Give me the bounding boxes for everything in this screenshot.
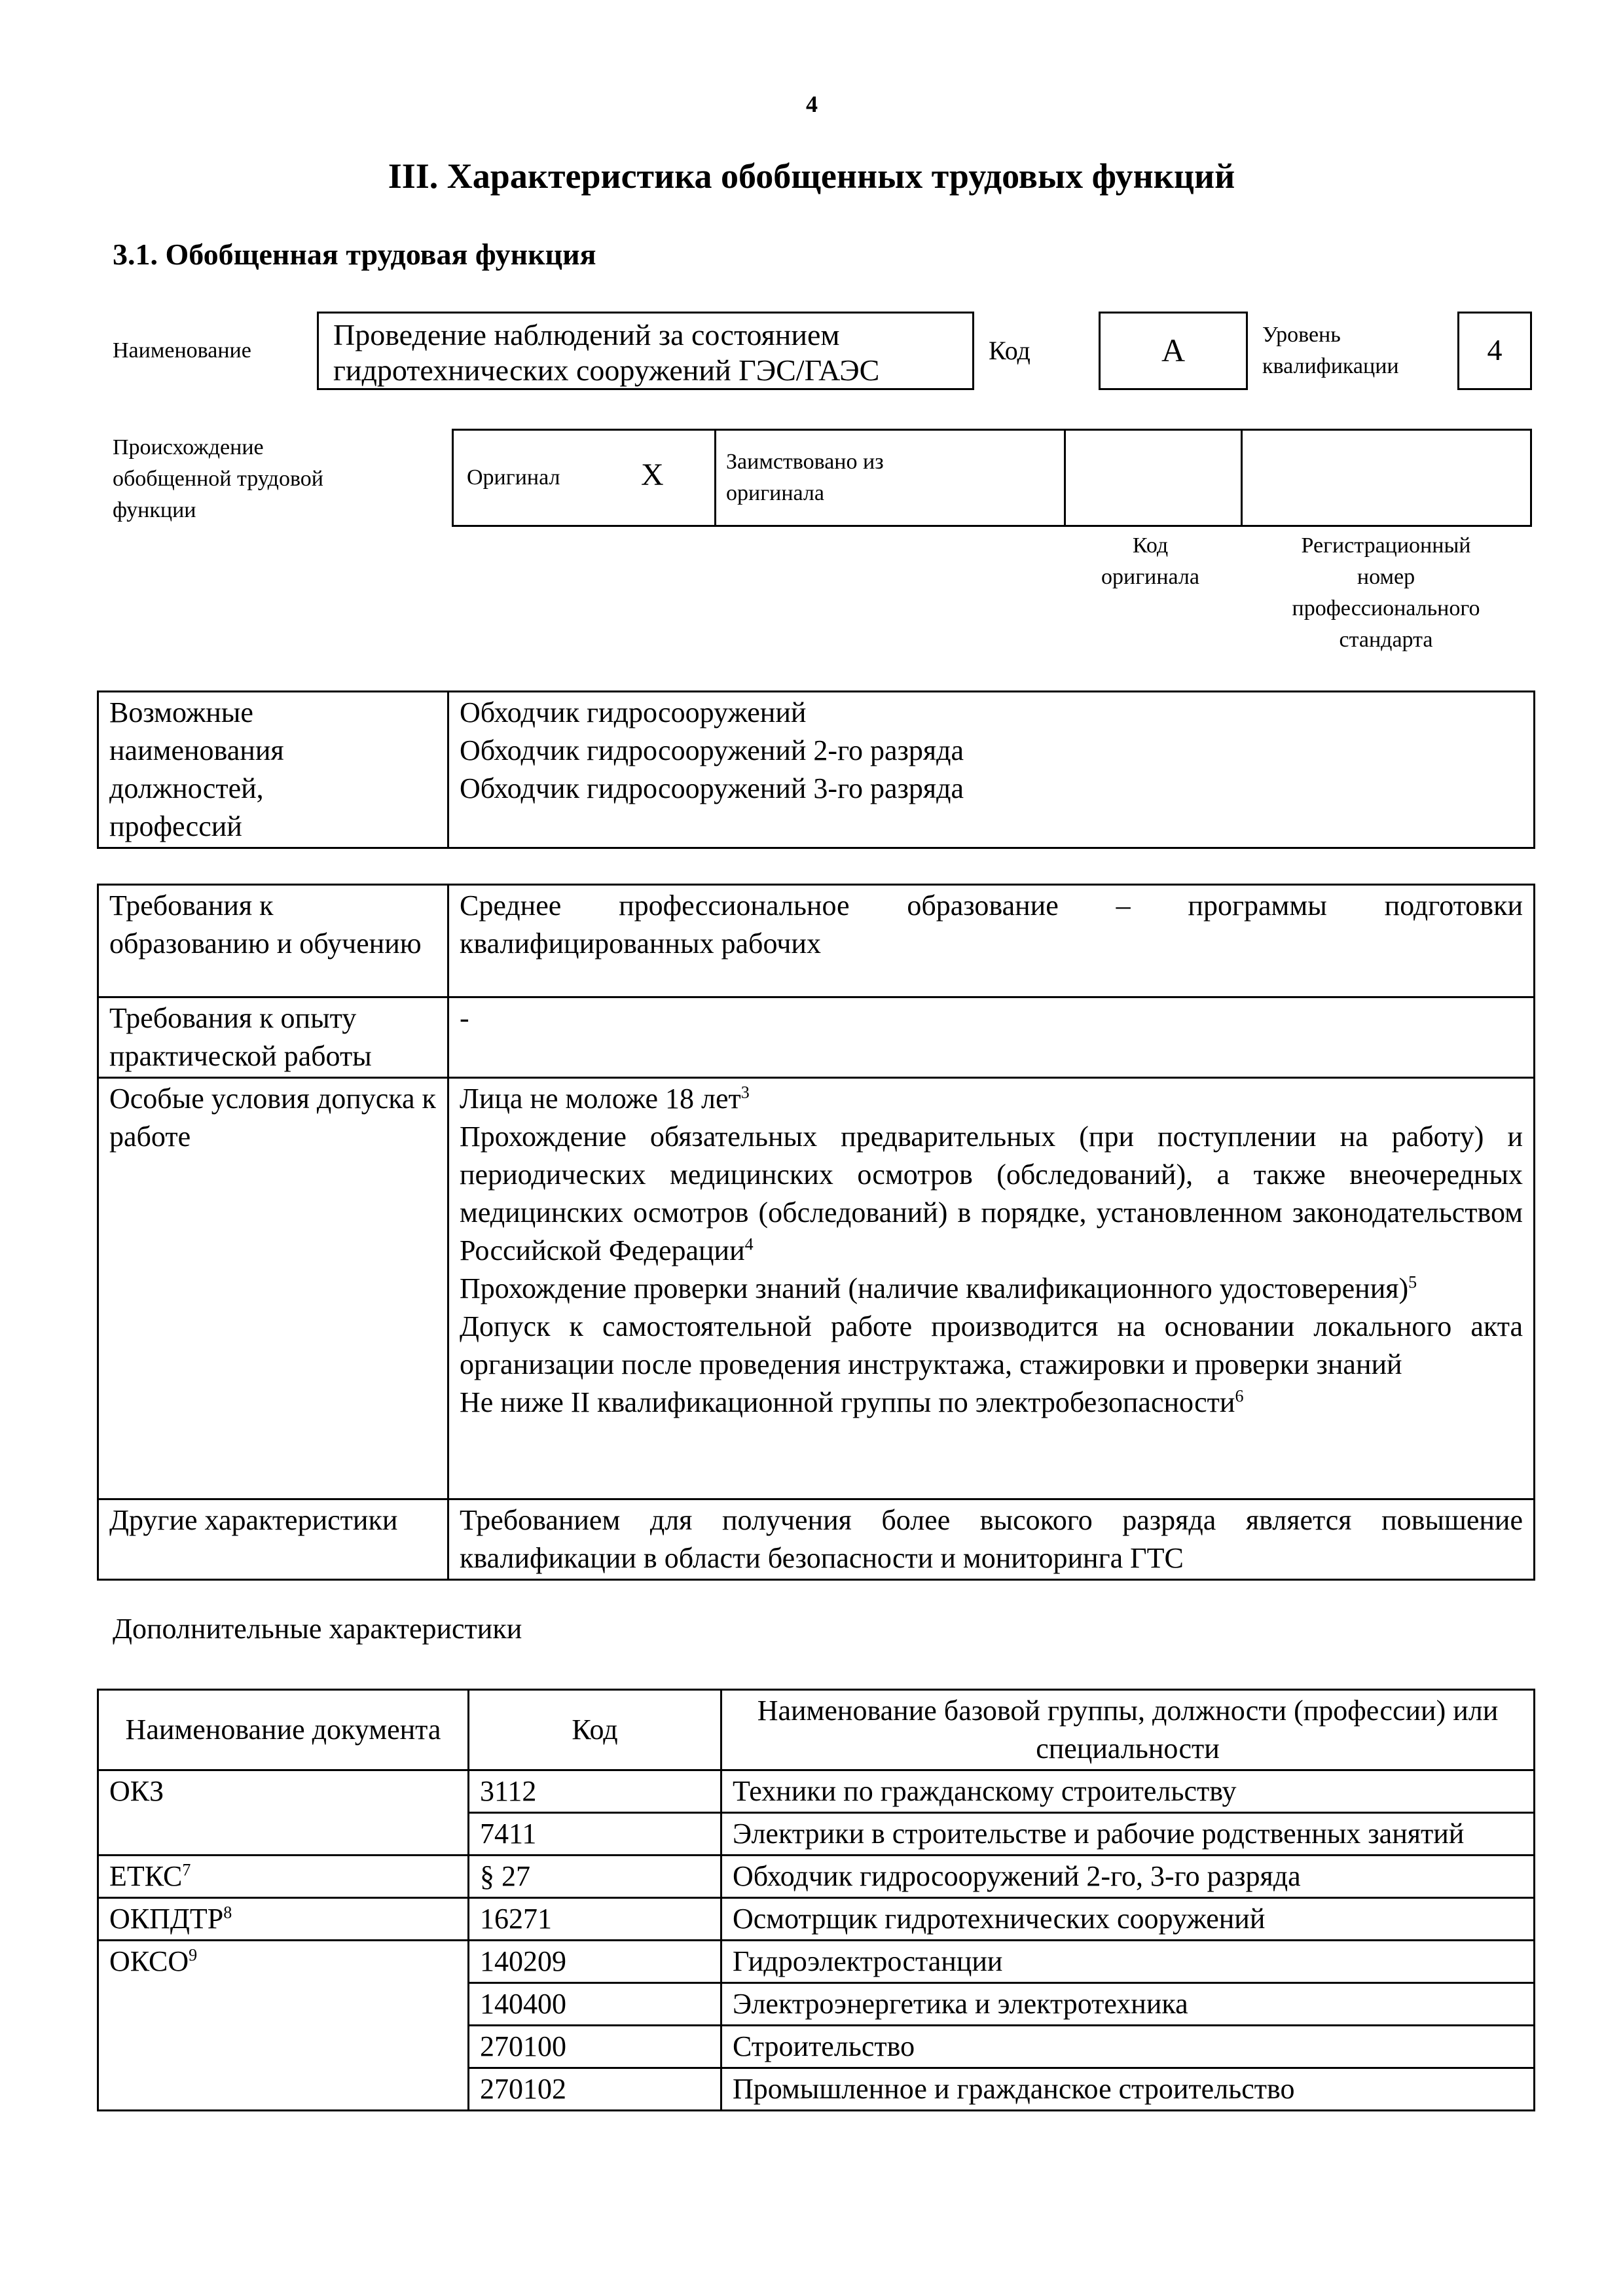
name-cell: Электроэнергетика и электротехника bbox=[721, 1983, 1535, 2026]
experience-label: Требования к опыту практической работы bbox=[98, 997, 448, 1078]
doc-okz: ОКЗ bbox=[98, 1770, 469, 1856]
table-row bbox=[98, 997, 1535, 1078]
special-value: Лица не моложе 18 лет$^3$ Прохождение обязательных предварительных (при поступлении на работу) и периодических медицинских осмотров (обследований), а также внеочередных медицинских осмотров (обследований) в порядке, установленном законодательством Российской Федерации$^4$ Прохождение проверки знаний (наличие квалификационного удостоверения)$^5$ Допуск к самостоятельной работе производится на основании локального акта организации после проведения инструктажа, стажировки и проверки знаний Не ниже II квалификационной группы по электробезопасности$^6$ bbox=[448, 1078, 1535, 1499]
name-cell: Электрики в строительстве и рабочие родственных занятий bbox=[721, 1813, 1535, 1856]
list-item: Обходчик гидросооружений bbox=[460, 696, 807, 728]
table-row bbox=[98, 1770, 1535, 1813]
other-label: Другие характеристики bbox=[98, 1499, 448, 1580]
code-cell: § 27 bbox=[469, 1856, 721, 1898]
table-row bbox=[98, 885, 1535, 997]
table-header-row bbox=[98, 1690, 1535, 1770]
code-value: А bbox=[1099, 312, 1248, 390]
name-cell: Обходчик гидросооружений 2-го, 3-го разряда bbox=[721, 1856, 1535, 1898]
code-cell: 16271 bbox=[469, 1898, 721, 1941]
special-label: Особые условия допуска к работе bbox=[98, 1078, 448, 1499]
requirements-table bbox=[97, 884, 1535, 1581]
name-cell: Техники по гражданскому строительству bbox=[721, 1770, 1535, 1813]
positions-table bbox=[97, 691, 1535, 849]
name-cell: Промышленное и гражданское строительство bbox=[721, 2068, 1535, 2111]
col-header-document: Наименование документа bbox=[98, 1690, 469, 1770]
origin-label: Происхождение обобщенной трудовой функции bbox=[113, 435, 323, 522]
code-label: Код bbox=[989, 336, 1030, 365]
name-value-line2: гидротехнических сооружений ГЭС/ГАЭС bbox=[333, 353, 880, 387]
reg-number-caption: Регистрационный номер профессионального стандарта bbox=[1292, 533, 1480, 652]
code-cell: 140209 bbox=[469, 1941, 721, 1983]
subsection-title: 3.1. Обобщенная трудовая функция bbox=[113, 238, 596, 271]
origin-box bbox=[452, 429, 1532, 527]
doc-okpdtr: ОКПДТР$^8$ bbox=[98, 1898, 469, 1941]
borrowed-label: Заимствовано из оригинала bbox=[726, 450, 884, 505]
code-cell: 270102 bbox=[469, 2068, 721, 2111]
original-mark: X bbox=[641, 457, 664, 492]
table-row bbox=[98, 1941, 1535, 1983]
positions-list bbox=[448, 692, 1535, 848]
origin-divider-1 bbox=[714, 429, 716, 527]
education-value: Среднее профессиональное образование – программы подготовки квалифицированных рабочих bbox=[448, 885, 1535, 997]
experience-value: - bbox=[448, 997, 1535, 1078]
name-cell: Строительство bbox=[721, 2026, 1535, 2068]
col-header-code: Код bbox=[469, 1690, 721, 1770]
list-item: Обходчик гидросооружений 2-го разряда bbox=[460, 734, 964, 766]
doc-etks: ЕТКС$^7$ bbox=[98, 1856, 469, 1898]
name-value-line1: Проведение наблюдений за состоянием bbox=[333, 318, 840, 351]
origin-divider-3 bbox=[1241, 429, 1243, 527]
table-row bbox=[98, 1499, 1535, 1580]
positions-row bbox=[98, 692, 1535, 848]
name-label: Наименование bbox=[113, 338, 251, 363]
table-row bbox=[98, 1898, 1535, 1941]
additional-table bbox=[97, 1689, 1535, 2111]
page-number: 4 bbox=[806, 91, 818, 117]
other-value: Требованием для получения более высокого разряда является повышение квалификации в области безопасности и мониторинга ГТС bbox=[448, 1499, 1535, 1580]
level-label: Уровень квалификации bbox=[1262, 323, 1399, 378]
level-value: 4 bbox=[1457, 312, 1532, 390]
code-cell: 7411 bbox=[469, 1813, 721, 1856]
positions-label: Возможные наименования должностей, профессий bbox=[98, 692, 448, 848]
table-row bbox=[98, 1078, 1535, 1499]
education-label: Требования к образованию и обучению bbox=[98, 885, 448, 997]
original-label: Оригинал bbox=[467, 465, 560, 490]
doc-okso: ОКСО$^9$ bbox=[98, 1941, 469, 2111]
code-original-caption: Код оригинала bbox=[1101, 533, 1199, 589]
name-value-box bbox=[317, 312, 974, 390]
origin-divider-2 bbox=[1064, 429, 1066, 527]
code-cell: 140400 bbox=[469, 1983, 721, 2026]
code-cell: 270100 bbox=[469, 2026, 721, 2068]
list-item: Обходчик гидросооружений 3-го разряда bbox=[460, 772, 964, 804]
name-cell: Гидроэлектростанции bbox=[721, 1941, 1535, 1983]
table-row bbox=[98, 1856, 1535, 1898]
name-cell: Осмотрщик гидротехнических сооружений bbox=[721, 1898, 1535, 1941]
additional-title: Дополнительные характеристики bbox=[113, 1613, 522, 1645]
code-cell: 3112 bbox=[469, 1770, 721, 1813]
col-header-name: Наименование базовой группы, должности (профессии) или специальности bbox=[721, 1690, 1535, 1770]
section-title: III. Характеристика обобщенных трудовых функций bbox=[388, 156, 1235, 196]
